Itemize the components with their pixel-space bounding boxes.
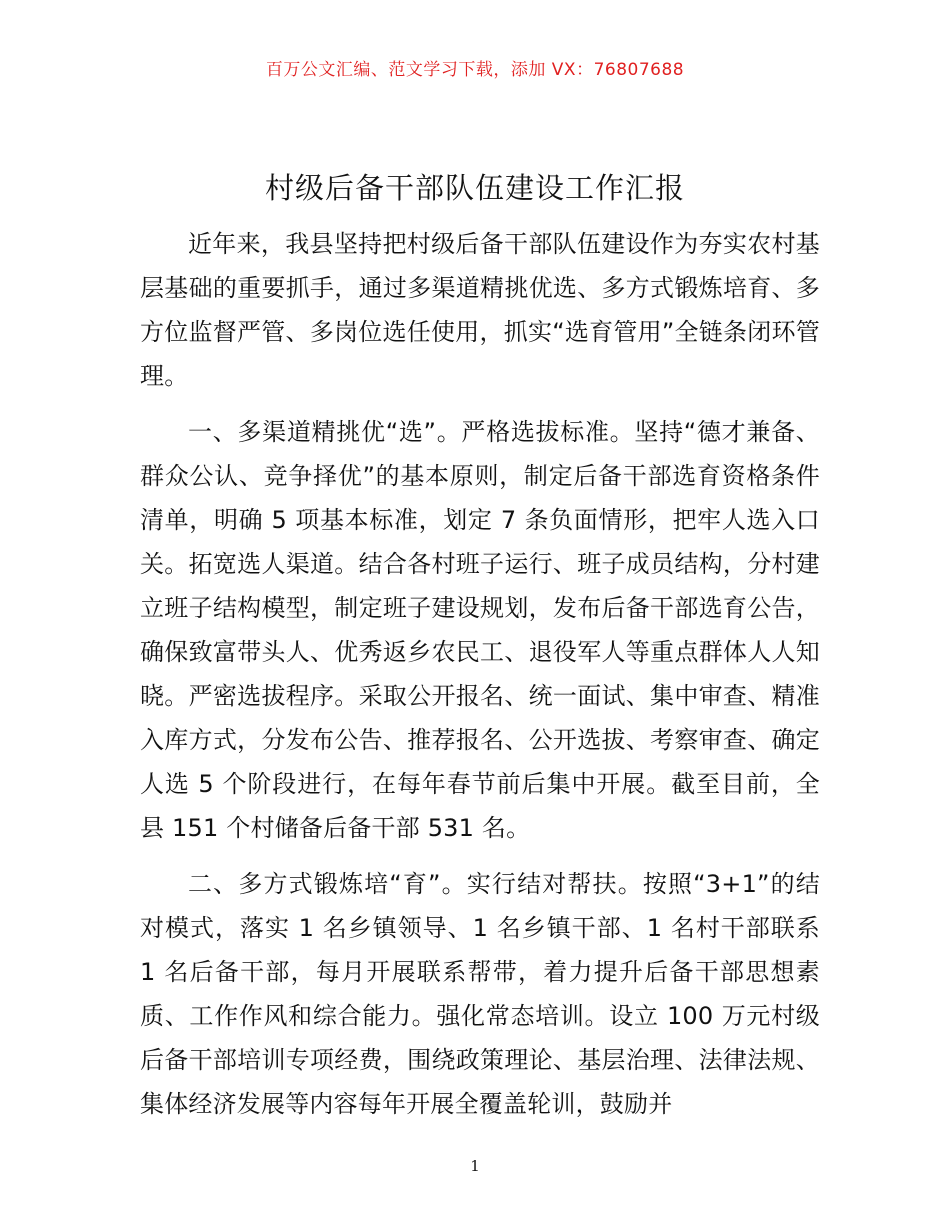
promo-header-banner: 百万公文汇编、范文学习下载，添加 VX：76807688 xyxy=(265,60,685,80)
paragraph-intro: 近年来，我县坚持把村级后备干部队伍建设作为夯实农村基层基础的重要抓手，通过多渠道精挑优选、多方式锻炼培育、多方位监督严管、多岗位选任使用，抓实“选育管用”全链条闭环管理。 xyxy=(140,230,820,390)
document-body xyxy=(140,222,820,1138)
page-number: 1 xyxy=(470,1157,480,1175)
paragraph-section-2: 二、多方式锻炼培“育”。实行结对帮扶。按照“3+1”的结对模式，落实 1 名乡镇领导、1 名乡镇干部、1 名村干部联系 1 名后备干部，每月开展联系帮带，着力提升后备干部思想素质、工作作风和综合能力。强化常态培训。设立 100 万元村级后备干部培训专项经费，围绕政策理论、基层治理、法律法规、集体经济发展等内容每年开展全覆盖轮训，鼓励并 xyxy=(140,870,820,1118)
document-title: 村级后备干部队伍建设工作汇报 xyxy=(264,171,685,205)
paragraph-section-1: 一、多渠道精挑优“选”。严格选拔标准。坚持“德才兼备、群众公认、竞争择优”的基本原则，制定后备干部选育资格条件清单，明确 5 项基本标准，划定 7 条负面情形，把牢人选入口关。拓宽选人渠道。结合各村班子运行、班子成员结构，分村建立班子结构模型，制定班子建设规划，发布后备干部选育公告，确保致富带头人、优秀返乡农民工、退役军人等重点群体人人知晓。严密选拔程序。采取公开报名、统一面试、集中审查、精准入库方式，分发布公告、推荐报名、公开选拔、考察审查、确定人选 5 个阶段进行，在每年春节前后集中开展。截至目前，全县 151 个村储备后备干部 531 名。 xyxy=(140,418,820,842)
